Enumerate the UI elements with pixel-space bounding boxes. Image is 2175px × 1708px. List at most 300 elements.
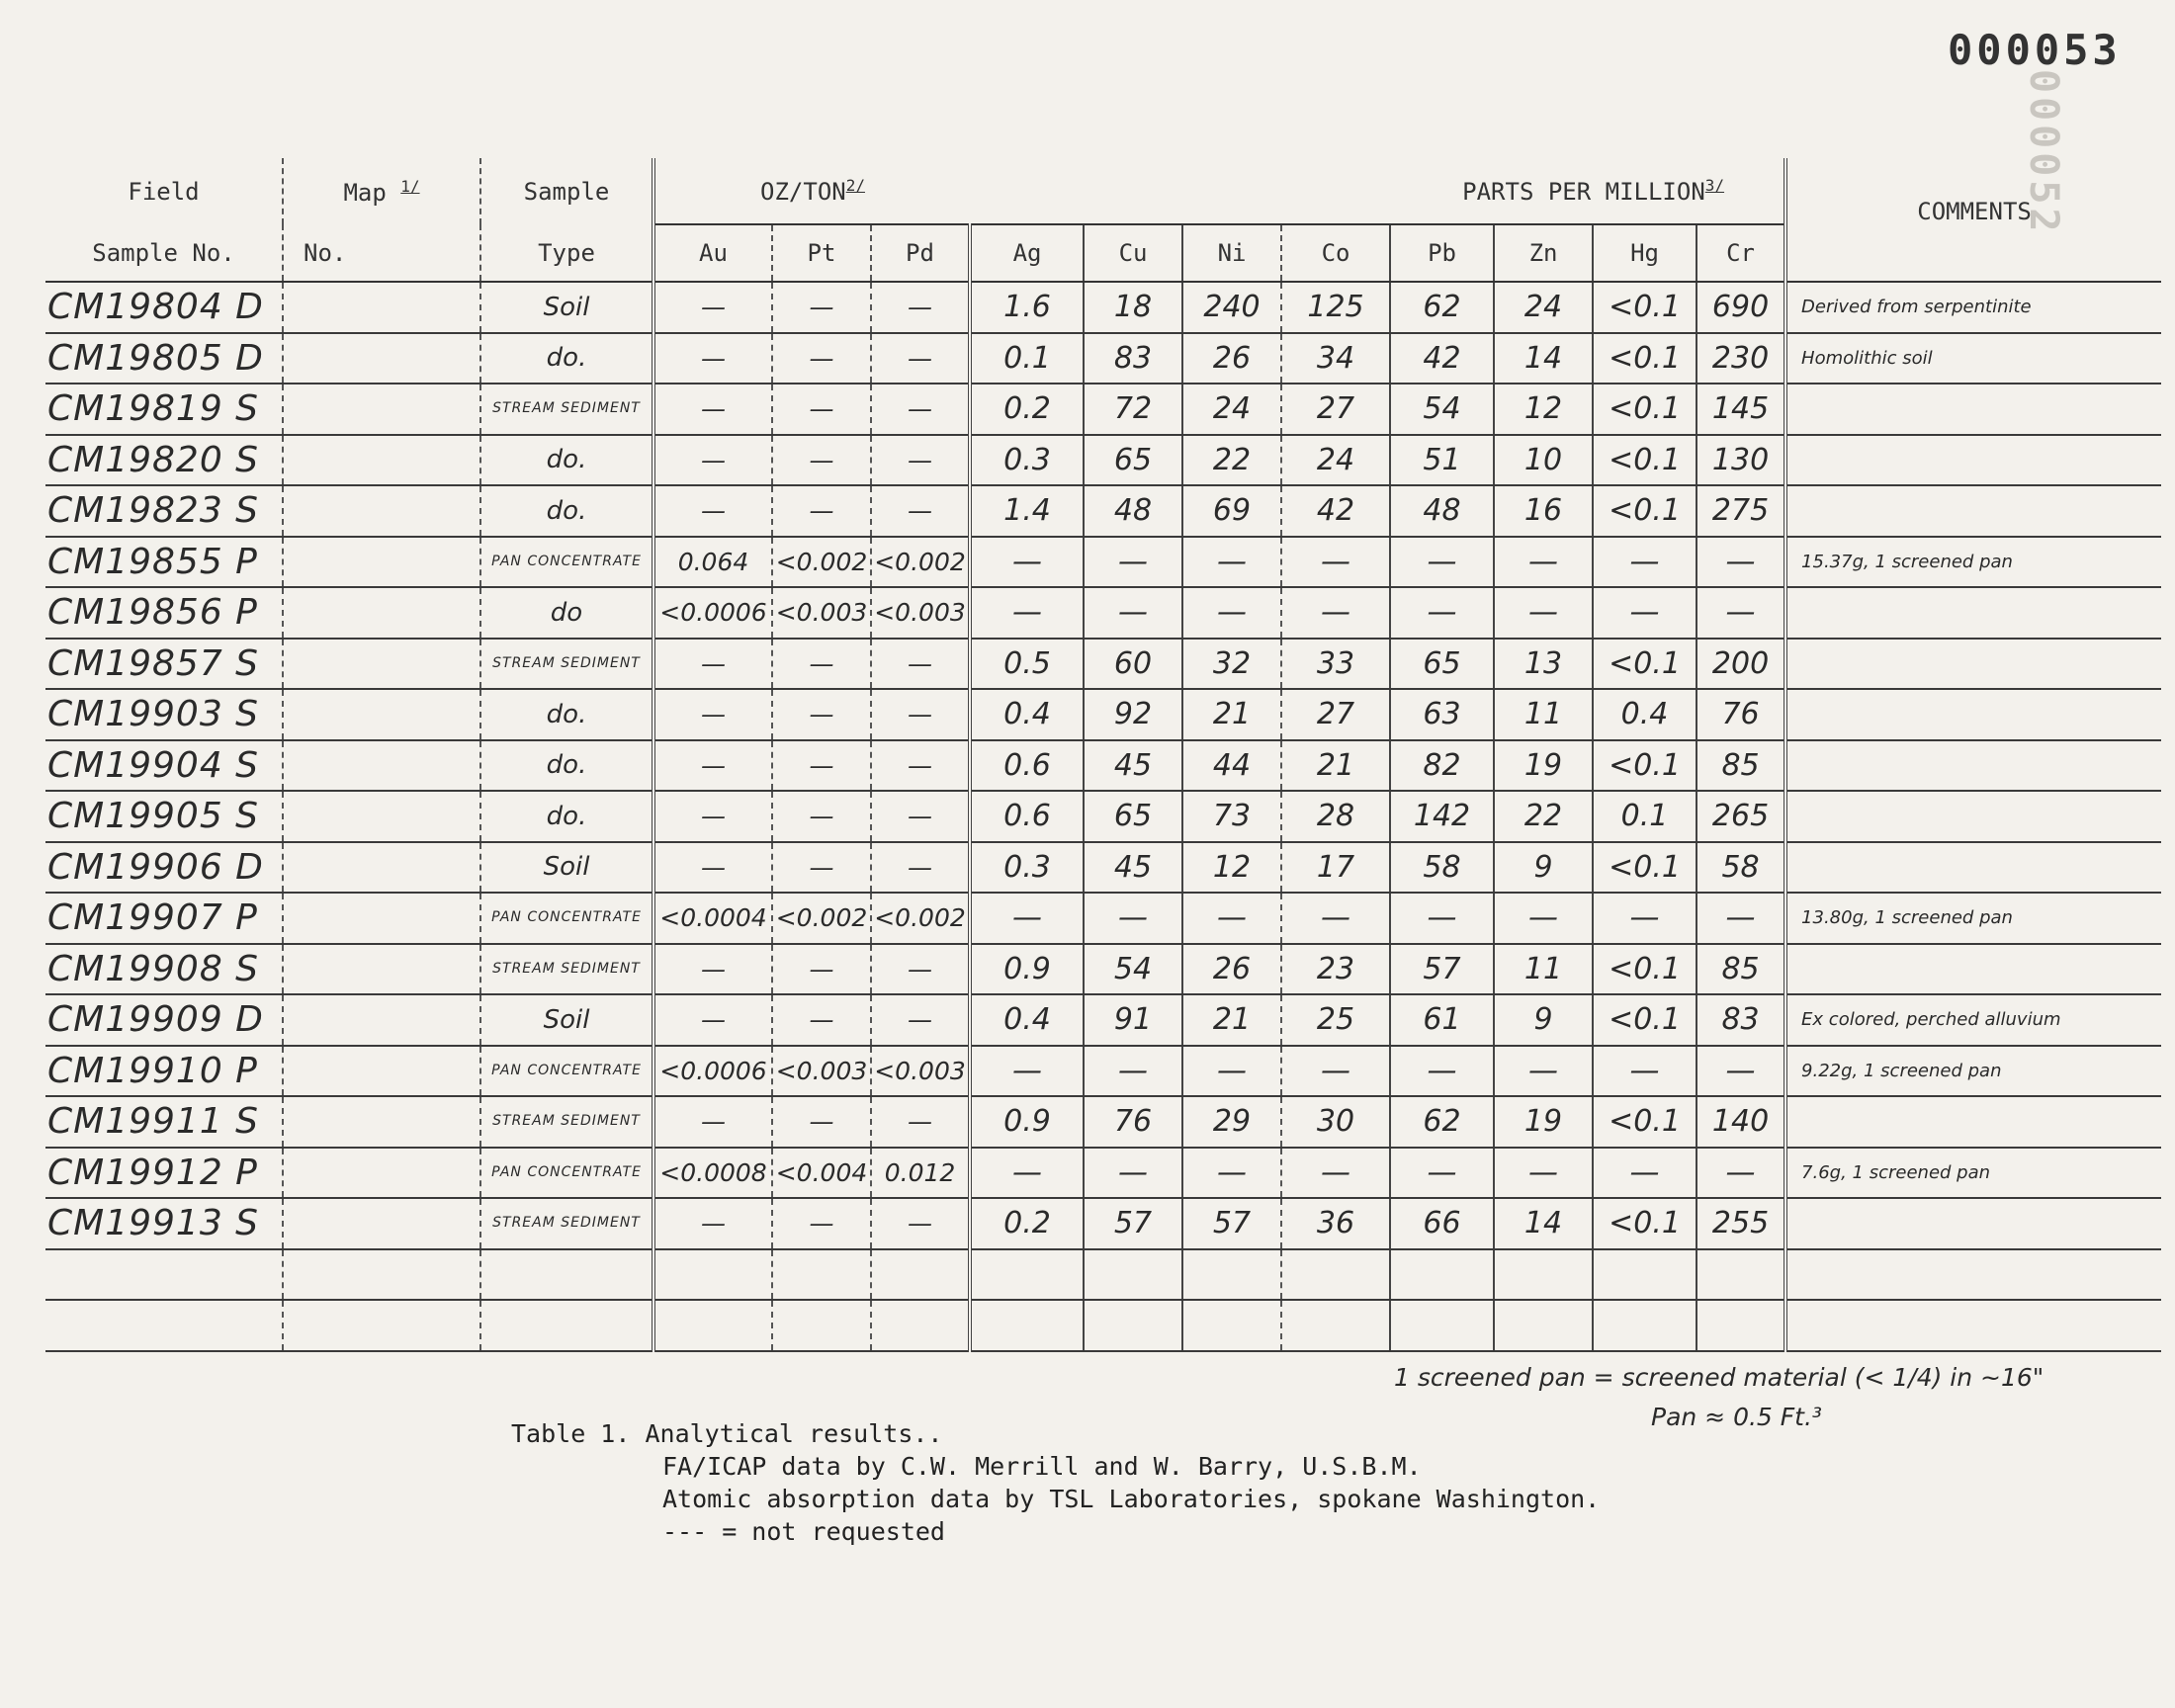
comment-cell	[1785, 485, 2161, 537]
handwritten-note-line1: 1 screened pan = screened material (< 1/4) in ~16"	[1394, 1363, 2044, 1392]
empty-cell	[1281, 1300, 1390, 1351]
comment-cell	[1785, 842, 2161, 894]
co-cell: —	[1281, 893, 1390, 944]
pb-cell: 61	[1390, 994, 1494, 1046]
hg-cell: <0.1	[1593, 639, 1696, 690]
pb-cell: 48	[1390, 485, 1494, 537]
empty-cell	[480, 1300, 653, 1351]
hg-cell: —	[1593, 1148, 1696, 1199]
ni-cell: 26	[1182, 333, 1281, 384]
zn-cell: —	[1494, 587, 1593, 639]
field-cell: CM19910 P	[45, 1046, 283, 1097]
hg-cell: <0.1	[1593, 1096, 1696, 1148]
type-cell: STREAM SEDIMENT	[480, 384, 653, 435]
zn-cell: 11	[1494, 689, 1593, 740]
map-cell	[283, 893, 480, 944]
ag-cell: 0.2	[970, 384, 1084, 435]
field-cell: CM19820 S	[45, 435, 283, 486]
empty-cell	[1390, 1249, 1494, 1301]
pt-cell: —	[772, 689, 871, 740]
empty-cell	[1281, 1249, 1390, 1301]
field-cell: CM19913 S	[45, 1198, 283, 1249]
field-cell: CM19855 P	[45, 537, 283, 588]
pt-cell: —	[772, 842, 871, 894]
pd-cell: —	[871, 1096, 970, 1148]
pb-cell: 63	[1390, 689, 1494, 740]
zn-cell: 22	[1494, 791, 1593, 842]
cu-cell: —	[1084, 893, 1182, 944]
au-cell: —	[653, 333, 772, 384]
zn-cell: 11	[1494, 944, 1593, 995]
zn-cell: —	[1494, 1148, 1593, 1199]
type-cell: STREAM SEDIMENT	[480, 944, 653, 995]
empty-cell	[970, 1249, 1084, 1301]
ni-cell: —	[1182, 1046, 1281, 1097]
empty-cell	[45, 1300, 283, 1351]
field-cell: CM19819 S	[45, 384, 283, 435]
ni-cell: —	[1182, 537, 1281, 588]
ag-cell: —	[970, 537, 1084, 588]
map-cell	[283, 1096, 480, 1148]
pd-cell: —	[871, 282, 970, 333]
au-cell: —	[653, 485, 772, 537]
cu-cell: 76	[1084, 1096, 1182, 1148]
cu-cell: 65	[1084, 435, 1182, 486]
cu-cell: —	[1084, 1148, 1182, 1199]
empty-cell	[1084, 1249, 1182, 1301]
zn-cell: 9	[1494, 842, 1593, 894]
ag-cell: —	[970, 587, 1084, 639]
pb-cell: 54	[1390, 384, 1494, 435]
empty-cell	[1182, 1249, 1281, 1301]
co-cell: 125	[1281, 282, 1390, 333]
table-row	[45, 791, 2161, 842]
ni-cell: 29	[1182, 1096, 1281, 1148]
map-cell	[283, 1198, 480, 1249]
caption-line4: --- = not requested	[662, 1517, 945, 1546]
empty-cell	[772, 1300, 871, 1351]
analytical-results-table	[45, 158, 2161, 1352]
ni-cell: 57	[1182, 1198, 1281, 1249]
au-cell: —	[653, 740, 772, 792]
co-cell: —	[1281, 1148, 1390, 1199]
comment-cell	[1785, 791, 2161, 842]
pb-cell: —	[1390, 537, 1494, 588]
pt-cell: —	[772, 333, 871, 384]
pt-cell: <0.003	[772, 587, 871, 639]
cr-cell: 145	[1696, 384, 1785, 435]
table-caption	[511, 1417, 1600, 1548]
cr-cell: —	[1696, 587, 1785, 639]
ni-cell: —	[1182, 1148, 1281, 1199]
pb-cell: 142	[1390, 791, 1494, 842]
pd-cell: <0.003	[871, 587, 970, 639]
comments-header: COMMENTS	[1785, 158, 2161, 282]
map-cell	[283, 435, 480, 486]
co-cell: 27	[1281, 689, 1390, 740]
zn-cell: 9	[1494, 994, 1593, 1046]
type-cell: do.	[480, 333, 653, 384]
cr-header: Cr	[1696, 224, 1785, 282]
field-cell: CM19907 P	[45, 893, 283, 944]
comment-cell: 13.80g, 1 screened pan	[1785, 893, 2161, 944]
table-row	[45, 740, 2161, 792]
caption-line3: Atomic absorption data by TSL Laboratories, spokane Washington.	[662, 1485, 1601, 1513]
ag-cell: 1.4	[970, 485, 1084, 537]
table-row	[45, 639, 2161, 690]
pb-cell: 57	[1390, 944, 1494, 995]
pd-cell: —	[871, 791, 970, 842]
hg-cell: <0.1	[1593, 842, 1696, 894]
pd-cell: —	[871, 994, 970, 1046]
table-row	[45, 485, 2161, 537]
au-cell: —	[653, 1096, 772, 1148]
map-cell	[283, 842, 480, 894]
hg-cell: <0.1	[1593, 944, 1696, 995]
zn-cell: 19	[1494, 740, 1593, 792]
ppm-group-header: PARTS PER $MILLION^{3/}$	[970, 158, 1785, 224]
pt-cell: —	[772, 944, 871, 995]
comment-cell: 9.22g, 1 screened pan	[1785, 1046, 2161, 1097]
handwritten-note-line2: Pan ≈ 0.5 Ft.³	[1651, 1403, 1822, 1431]
page-number-bleed-through: 000052	[2021, 69, 2066, 236]
pb-cell: 65	[1390, 639, 1494, 690]
cr-cell: 130	[1696, 435, 1785, 486]
map-footnote-ref: 1/	[400, 176, 420, 196]
zn-cell: 10	[1494, 435, 1593, 486]
pt-cell: —	[772, 1096, 871, 1148]
pt-cell: <0.003	[772, 1046, 871, 1097]
map-cell	[283, 1148, 480, 1199]
field-cell: CM19909 D	[45, 994, 283, 1046]
au-cell: 0.064	[653, 537, 772, 588]
table-row	[45, 435, 2161, 486]
type-cell: STREAM SEDIMENT	[480, 639, 653, 690]
pd-cell: —	[871, 435, 970, 486]
pt-cell: —	[772, 791, 871, 842]
co-cell: 25	[1281, 994, 1390, 1046]
comment-cell	[1785, 587, 2161, 639]
hg-cell: 0.4	[1593, 689, 1696, 740]
comment-cell: 7.6g, 1 screened pan	[1785, 1148, 2161, 1199]
table-row	[45, 282, 2161, 333]
zn-cell: —	[1494, 537, 1593, 588]
empty-cell	[871, 1249, 970, 1301]
type-cell: do.	[480, 435, 653, 486]
table-row	[45, 1046, 2161, 1097]
map-header-line2: No.	[283, 224, 480, 282]
pt-cell: <0.002	[772, 893, 871, 944]
hg-cell: <0.1	[1593, 1198, 1696, 1249]
empty-table-row	[45, 1249, 2161, 1301]
zn-cell: 13	[1494, 639, 1593, 690]
pb-cell: 51	[1390, 435, 1494, 486]
au-cell: —	[653, 435, 772, 486]
table-row	[45, 689, 2161, 740]
au-cell: —	[653, 384, 772, 435]
ni-cell: 24	[1182, 384, 1281, 435]
pd-cell: —	[871, 333, 970, 384]
empty-cell	[871, 1300, 970, 1351]
co-cell: 42	[1281, 485, 1390, 537]
empty-cell	[1494, 1300, 1593, 1351]
ag-cell: 0.6	[970, 740, 1084, 792]
pb-cell: —	[1390, 1148, 1494, 1199]
pb-cell: —	[1390, 1046, 1494, 1097]
ni-cell: 240	[1182, 282, 1281, 333]
co-cell: 23	[1281, 944, 1390, 995]
cr-cell: —	[1696, 537, 1785, 588]
pt-cell: —	[772, 485, 871, 537]
field-cell: CM19911 S	[45, 1096, 283, 1148]
cr-cell: 690	[1696, 282, 1785, 333]
pb-cell: —	[1390, 587, 1494, 639]
cu-cell: 57	[1084, 1198, 1182, 1249]
map-cell	[283, 282, 480, 333]
comment-cell	[1785, 1198, 2161, 1249]
au-cell: —	[653, 689, 772, 740]
ppm-footnote-ref: 3/	[1704, 176, 1725, 195]
comment-cell	[1785, 1096, 2161, 1148]
zn-cell: 12	[1494, 384, 1593, 435]
pd-cell: —	[871, 944, 970, 995]
cu-cell: —	[1084, 587, 1182, 639]
comment-cell	[1785, 944, 2161, 995]
pb-header: Pb	[1390, 224, 1494, 282]
cr-cell: 230	[1696, 333, 1785, 384]
cr-cell: 265	[1696, 791, 1785, 842]
map-cell	[283, 791, 480, 842]
au-cell: <0.0004	[653, 893, 772, 944]
comment-cell	[1785, 384, 2161, 435]
table-row	[45, 384, 2161, 435]
co-cell: —	[1281, 537, 1390, 588]
cu-cell: 65	[1084, 791, 1182, 842]
co-cell: 28	[1281, 791, 1390, 842]
empty-cell	[653, 1249, 772, 1301]
field-cell: CM19805 D	[45, 333, 283, 384]
type-cell: PAN CONCENTRATE	[480, 1046, 653, 1097]
pd-cell: —	[871, 740, 970, 792]
hg-cell: 0.1	[1593, 791, 1696, 842]
map-cell	[283, 537, 480, 588]
pt-cell: —	[772, 740, 871, 792]
type-cell: Soil	[480, 994, 653, 1046]
pb-cell: 62	[1390, 282, 1494, 333]
pt-cell: <0.002	[772, 537, 871, 588]
ag-cell: 0.2	[970, 1198, 1084, 1249]
oz-footnote-ref: 2/	[845, 176, 865, 195]
au-cell: <0.0006	[653, 587, 772, 639]
field-cell: CM19804 D	[45, 282, 283, 333]
field-header-line2: Sample No.	[45, 224, 283, 282]
au-cell: —	[653, 639, 772, 690]
type-cell: Soil	[480, 282, 653, 333]
co-header: Co	[1281, 224, 1390, 282]
hg-cell: —	[1593, 537, 1696, 588]
ag-cell: —	[970, 1148, 1084, 1199]
cu-cell: 45	[1084, 740, 1182, 792]
ag-cell: 0.3	[970, 435, 1084, 486]
co-cell: 27	[1281, 384, 1390, 435]
hg-cell: <0.1	[1593, 384, 1696, 435]
hg-header: Hg	[1593, 224, 1696, 282]
zn-header: Zn	[1494, 224, 1593, 282]
au-cell: —	[653, 944, 772, 995]
empty-cell	[1696, 1249, 1785, 1301]
cr-cell: 140	[1696, 1096, 1785, 1148]
ni-cell: —	[1182, 893, 1281, 944]
au-cell: —	[653, 842, 772, 894]
zn-cell: —	[1494, 1046, 1593, 1097]
ni-cell: 26	[1182, 944, 1281, 995]
ni-cell: 22	[1182, 435, 1281, 486]
hg-cell: —	[1593, 587, 1696, 639]
cr-cell: 85	[1696, 740, 1785, 792]
ni-cell: 44	[1182, 740, 1281, 792]
comment-cell: Homolithic soil	[1785, 333, 2161, 384]
ag-cell: 0.9	[970, 1096, 1084, 1148]
table-row	[45, 333, 2161, 384]
empty-cell	[1785, 1300, 2161, 1351]
table-row	[45, 587, 2161, 639]
map-cell	[283, 485, 480, 537]
cr-cell: 275	[1696, 485, 1785, 537]
type-cell: do.	[480, 689, 653, 740]
zn-cell: —	[1494, 893, 1593, 944]
pb-cell: 66	[1390, 1198, 1494, 1249]
table-row	[45, 537, 2161, 588]
ni-cell: 32	[1182, 639, 1281, 690]
pb-cell: —	[1390, 893, 1494, 944]
map-cell	[283, 333, 480, 384]
pb-cell: 58	[1390, 842, 1494, 894]
comment-cell	[1785, 639, 2161, 690]
co-cell: 33	[1281, 639, 1390, 690]
field-cell: CM19904 S	[45, 740, 283, 792]
empty-cell	[1182, 1300, 1281, 1351]
cu-cell: —	[1084, 537, 1182, 588]
type-header-line1: Sample	[480, 158, 653, 224]
map-header-line1: Map $^{1/}$	[283, 158, 480, 224]
empty-cell	[480, 1249, 653, 1301]
empty-cell	[1494, 1249, 1593, 1301]
co-cell: —	[1281, 587, 1390, 639]
empty-cell	[283, 1249, 480, 1301]
ni-cell: 21	[1182, 994, 1281, 1046]
type-cell: PAN CONCENTRATE	[480, 537, 653, 588]
field-cell: CM19856 P	[45, 587, 283, 639]
pt-cell: <0.004	[772, 1148, 871, 1199]
hg-cell: —	[1593, 893, 1696, 944]
map-cell	[283, 994, 480, 1046]
comment-cell	[1785, 435, 2161, 486]
au-cell: <0.0006	[653, 1046, 772, 1097]
ag-cell: 0.5	[970, 639, 1084, 690]
pt-cell: —	[772, 1198, 871, 1249]
hg-cell: <0.1	[1593, 994, 1696, 1046]
map-cell	[283, 689, 480, 740]
ag-cell: —	[970, 893, 1084, 944]
field-cell: CM19908 S	[45, 944, 283, 995]
cr-cell: 76	[1696, 689, 1785, 740]
comment-cell	[1785, 740, 2161, 792]
caption-line1: Table 1. Analytical results..	[511, 1419, 943, 1448]
empty-cell	[970, 1300, 1084, 1351]
map-cell	[283, 587, 480, 639]
ag-cell: 1.6	[970, 282, 1084, 333]
table-row	[45, 893, 2161, 944]
ag-cell: —	[970, 1046, 1084, 1097]
empty-cell	[1593, 1249, 1696, 1301]
map-cell	[283, 944, 480, 995]
pt-cell: —	[772, 994, 871, 1046]
cr-cell: —	[1696, 893, 1785, 944]
map-cell	[283, 639, 480, 690]
ag-cell: 0.9	[970, 944, 1084, 995]
cu-cell: 92	[1084, 689, 1182, 740]
ag-header: Ag	[970, 224, 1084, 282]
comment-cell: 15.37g, 1 screened pan	[1785, 537, 2161, 588]
field-header-line1: Field	[128, 177, 200, 206]
ni-cell: 12	[1182, 842, 1281, 894]
table-row	[45, 944, 2161, 995]
empty-cell	[283, 1300, 480, 1351]
empty-cell	[1593, 1300, 1696, 1351]
ni-header: Ni	[1182, 224, 1281, 282]
ni-cell: 21	[1182, 689, 1281, 740]
hg-cell: <0.1	[1593, 333, 1696, 384]
table-row	[45, 842, 2161, 894]
co-cell: —	[1281, 1046, 1390, 1097]
co-cell: 36	[1281, 1198, 1390, 1249]
au-cell: —	[653, 791, 772, 842]
pd-cell: —	[871, 842, 970, 894]
field-cell: CM19857 S	[45, 639, 283, 690]
type-cell: do.	[480, 740, 653, 792]
table-body	[45, 282, 2161, 1351]
pt-cell: —	[772, 435, 871, 486]
pd-cell: —	[871, 485, 970, 537]
pt-cell: —	[772, 384, 871, 435]
field-cell: CM19906 D	[45, 842, 283, 894]
ag-cell: 0.4	[970, 689, 1084, 740]
cr-cell: 58	[1696, 842, 1785, 894]
co-cell: 24	[1281, 435, 1390, 486]
cr-cell: 85	[1696, 944, 1785, 995]
ag-cell: 0.3	[970, 842, 1084, 894]
type-cell: do.	[480, 791, 653, 842]
cr-cell: 255	[1696, 1198, 1785, 1249]
comment-cell	[1785, 689, 2161, 740]
cu-cell: 60	[1084, 639, 1182, 690]
pd-cell: —	[871, 1198, 970, 1249]
hg-cell: <0.1	[1593, 740, 1696, 792]
pd-cell: <0.002	[871, 537, 970, 588]
ni-cell: 73	[1182, 791, 1281, 842]
pd-cell: —	[871, 689, 970, 740]
pd-cell: <0.002	[871, 893, 970, 944]
hg-cell: <0.1	[1593, 435, 1696, 486]
hg-cell: —	[1593, 1046, 1696, 1097]
page-number: 000053	[1948, 26, 2122, 74]
hg-cell: <0.1	[1593, 282, 1696, 333]
ni-cell: —	[1182, 587, 1281, 639]
pt-cell: —	[772, 639, 871, 690]
au-header: Au	[653, 224, 772, 282]
table-row	[45, 1198, 2161, 1249]
type-cell: STREAM SEDIMENT	[480, 1198, 653, 1249]
